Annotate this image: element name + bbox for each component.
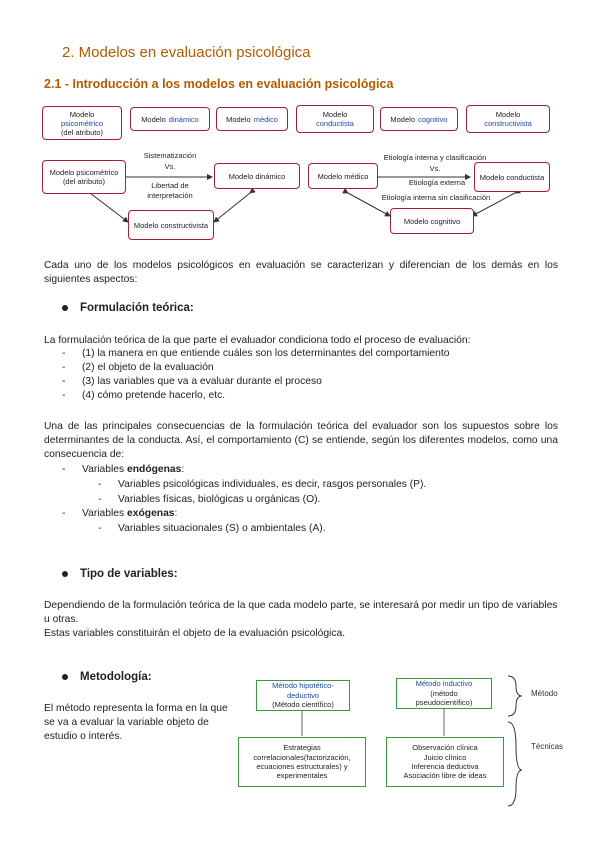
diagram-left-label-top: Sistematización xyxy=(143,151,197,160)
heading-tipo-variables: Tipo de variables: xyxy=(62,568,178,580)
diagram-right-node-c: Modelo cognitivo xyxy=(390,208,474,234)
diagram-right-label-vs: Vs. xyxy=(429,164,441,173)
metodologia-paragraph: El método representa la forma en la que se va a evaluar la variable objeto de estudio o interés. xyxy=(44,703,228,742)
arrow-left-bl xyxy=(90,193,128,222)
model-box-medico: Modelo médico xyxy=(216,107,288,131)
list-item: - (1) la manera en que entiende cuáles son los determinantes del comportamiento xyxy=(62,348,450,359)
endogenas-item: - Variables endógenas: xyxy=(62,464,185,475)
diagram-arrows xyxy=(0,0,600,260)
method-inductivo-box: Método inductivo (método pseudocientífico) xyxy=(396,678,492,709)
model-box-conductista: Modelo conductista xyxy=(296,105,374,133)
diagram-right-node-a: Modelo médico xyxy=(308,163,378,189)
objeto-paragraph: Estas variables constituirán el objeto de la evaluación psicológica. xyxy=(44,628,346,639)
list-item: - (3) las variables que va a evaluar durante el proceso xyxy=(62,376,322,387)
section-subtitle: 2.1 - Introducción a los modelos en evaluación psicológica xyxy=(44,77,394,91)
model-box-dinamico: Modelo dinámico xyxy=(130,107,210,131)
diagram-right-label-mid: Etiología externa xyxy=(408,178,466,187)
heading-metodologia: Metodología: xyxy=(62,671,152,683)
bullet-icon xyxy=(62,571,68,577)
diagram-left-label-vs: Vs. xyxy=(164,162,176,171)
diagram-left-node-a: Modelo psicométrico (del atributo) xyxy=(42,160,126,194)
diagram-left-label-bottom: Libertad de interpretación xyxy=(147,181,193,200)
diagram-left-node-c: Modelo constructivista xyxy=(128,210,214,240)
label-metodo: Método xyxy=(531,689,558,698)
heading-formulacion: Formulación teórica: xyxy=(62,302,194,314)
method-hipotetico-box: Método hipotético- deductivo (Método científico) xyxy=(256,680,350,711)
brace-tecnicas xyxy=(508,722,522,806)
exogenas-item: - Variables exógenas: xyxy=(62,508,178,519)
technique-clinica-box: Observación clínica Juicio clínico Inferencia deductiva Asociación libre de ideas xyxy=(386,737,504,787)
list-item: - (4) cómo pretende hacerlo, etc. xyxy=(62,390,226,401)
list-item: - Variables situacionales (S) o ambientales (A). xyxy=(98,523,326,534)
bullet-icon xyxy=(62,305,68,311)
diagram-right-node-b: Modelo conductista xyxy=(474,162,550,192)
label-tecnicas: Técnicas xyxy=(531,742,564,751)
diagram-right-label-top: Etiología interna y clasificación xyxy=(383,153,487,162)
diagram-left-node-b: Modelo dinámico xyxy=(214,163,300,189)
technique-correlacional-box: Estrategias correlacionales(factorización, ecuaciones estructurales) y experimentales xyxy=(238,737,366,787)
arrow-left-br xyxy=(214,193,250,222)
model-box-constructivista: Modelo constructivista xyxy=(466,105,550,133)
page-title: 2. Modelos en evaluación psicológica xyxy=(62,44,311,61)
brace-metodo xyxy=(508,676,522,716)
list-item: - Variables psicológicas individuales, es decir, rasgos personales (P). xyxy=(98,479,427,490)
consecuencias-paragraph: Una de las principales consecuencias de la formulación teórica del evaluador son los supuestos sobre los determinantes de la conducta. Así, el comportamiento (C) se entiende, según los diferentes modelos, como una consecuencia de: xyxy=(44,421,558,460)
model-box-psicometrico: Modelo psicométrico (del atributo) xyxy=(42,106,122,140)
tipo-variables-paragraph: Dependiendo de la formulación teórica de la que cada modelo parte, se interesará por medir un tipo de variables u otras. xyxy=(44,600,558,625)
diagram-right-label-bottom: Etiología interna sin clasificación xyxy=(381,193,491,202)
list-item: - (2) el objeto de la evaluación xyxy=(62,362,214,373)
list-item: - Variables físicas, biológicas u orgánicas (O). xyxy=(98,494,321,505)
formulacion-paragraph: La formulación teórica de la que parte el evaluador condiciona todo el proceso de evaluación: xyxy=(44,335,471,346)
intro-paragraph: Cada uno de los modelos psicológicos en evaluación se caracterizan y diferencian de los demás en los siguientes aspectos: xyxy=(44,260,558,285)
model-box-cognitivo: Modelo cognitivo xyxy=(380,107,458,131)
